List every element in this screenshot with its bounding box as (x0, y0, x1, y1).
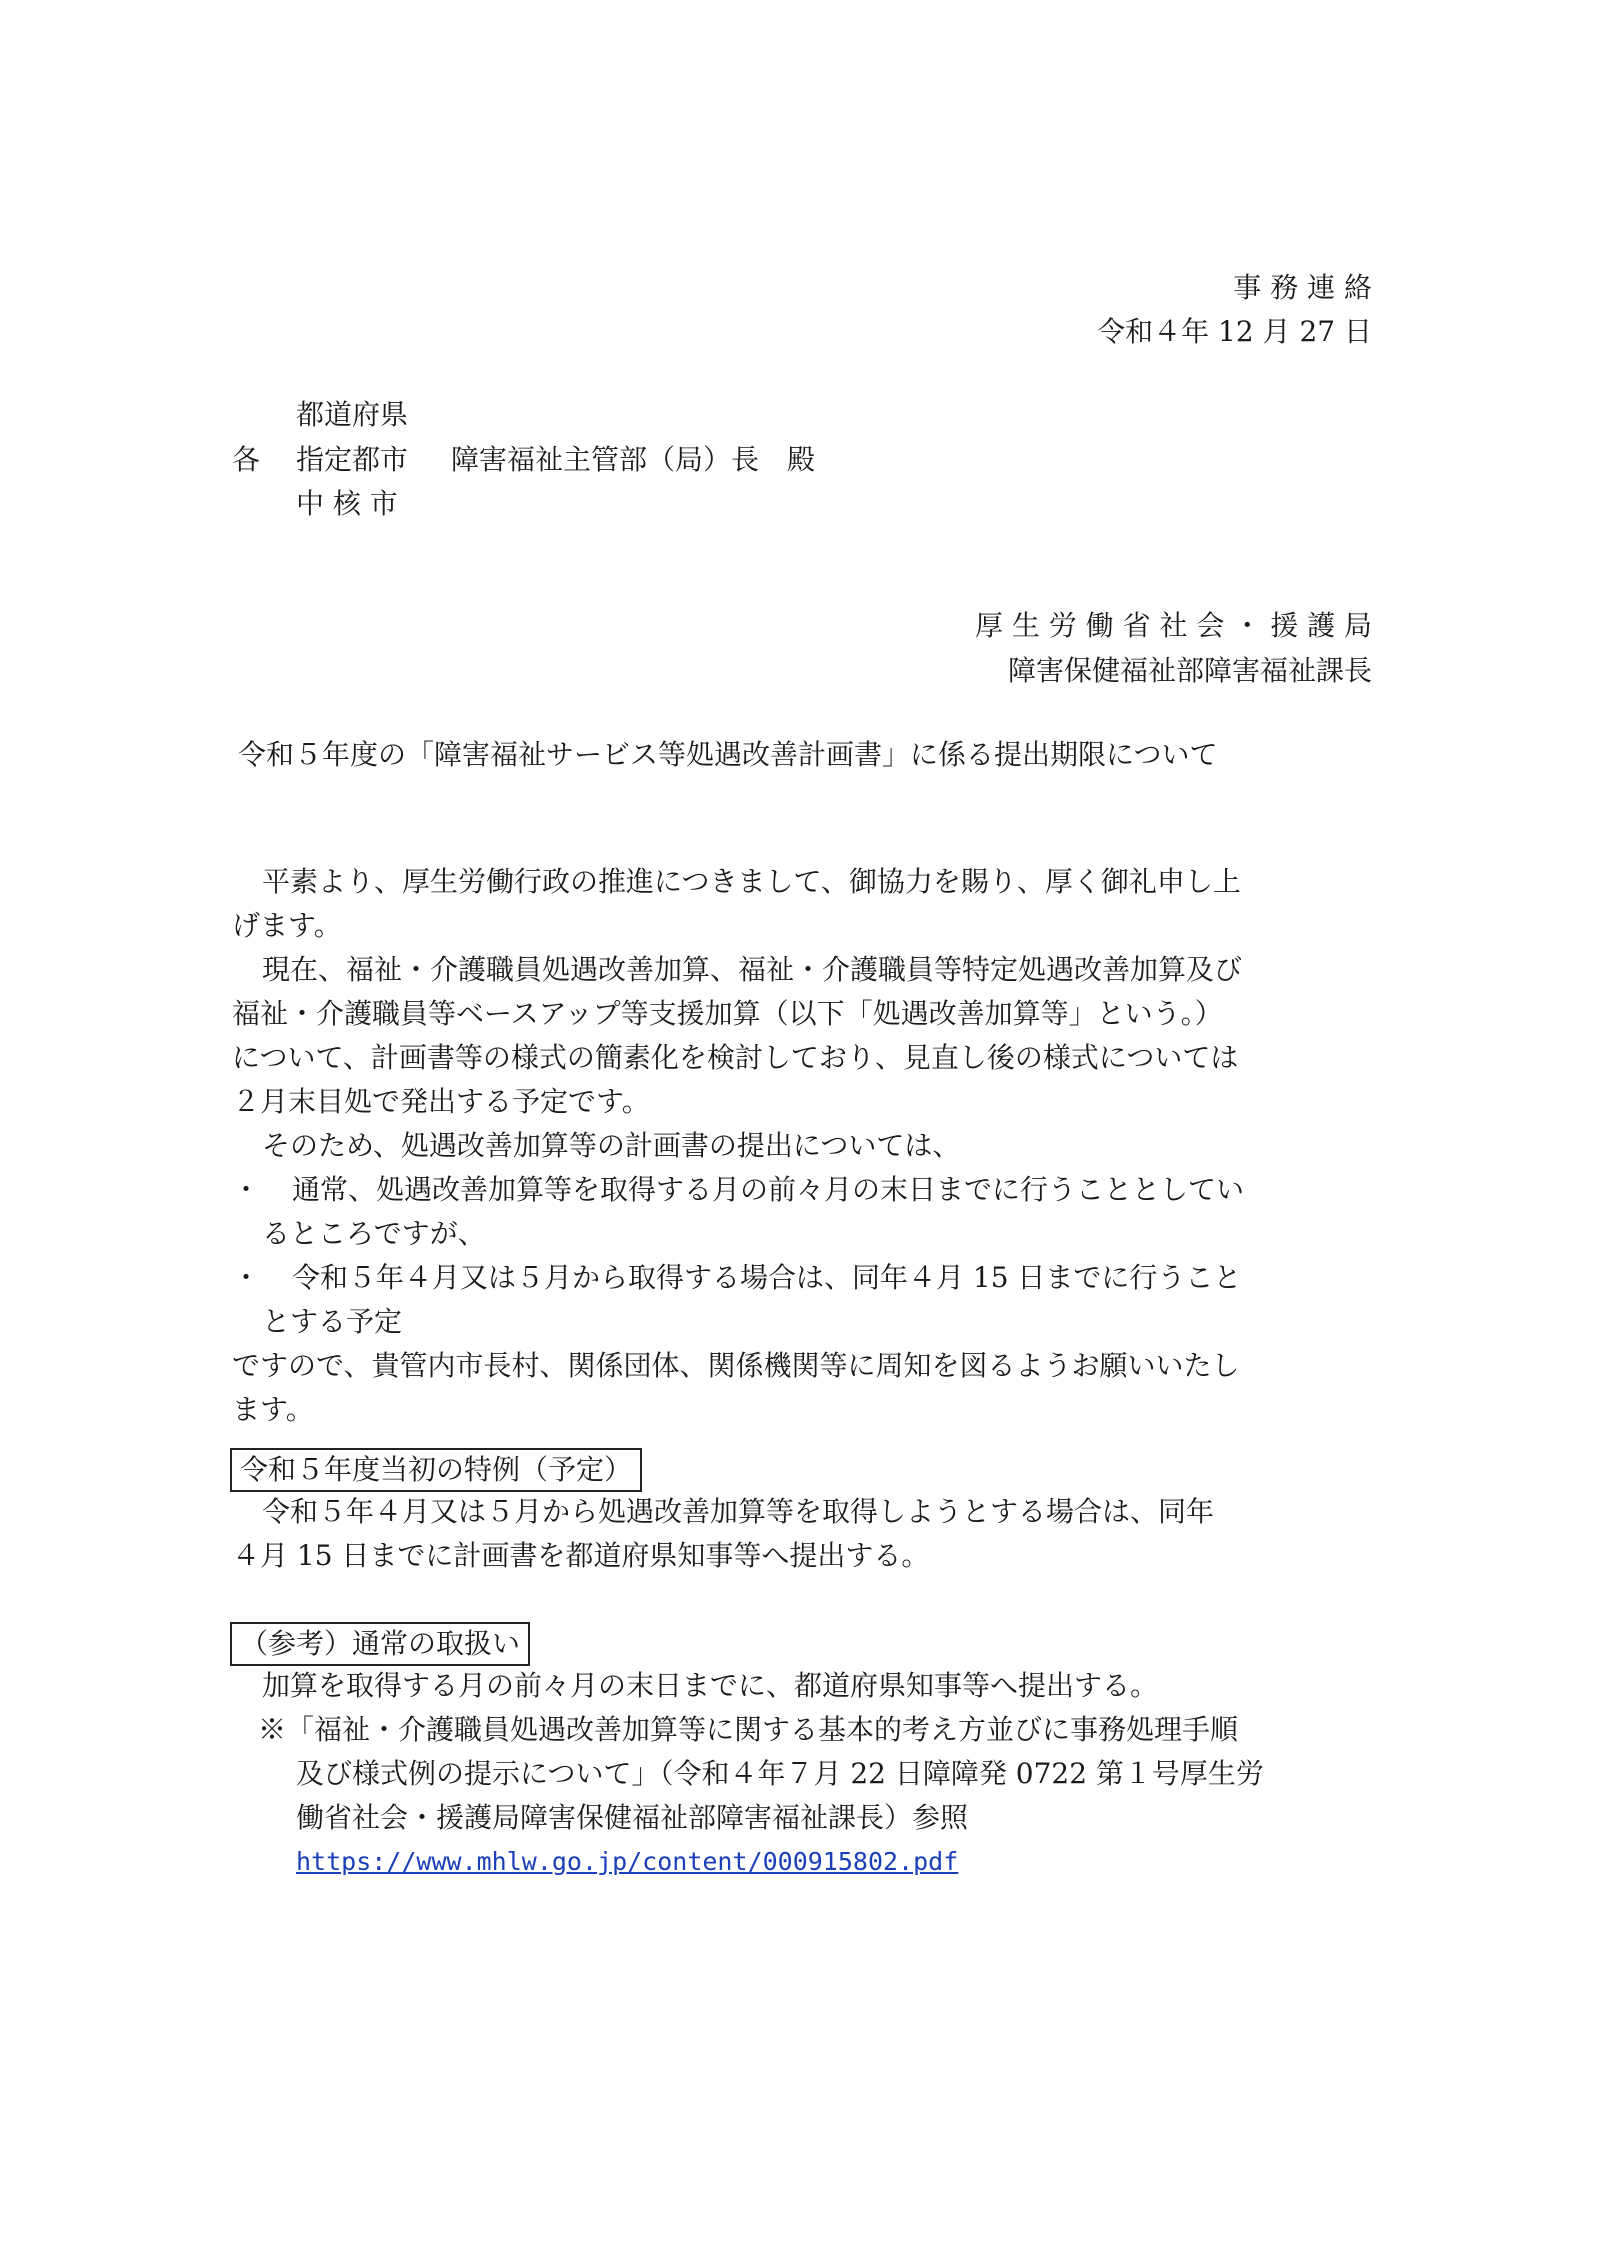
body-text: ２月末目処で発出する予定です。 (232, 1085, 650, 1118)
body-text: 平素より、厚生労働行政の推進につきまして、御協力を賜り、厚く御礼申し上 (262, 865, 1241, 898)
body-text: 福祉・介護職員等ベースアップ等支援加算（以下「処遇改善加算等」という。） (232, 997, 1223, 1030)
bullet-item: 令和５年４月又は５月から取得する場合は、同年４月 15 日までに行うこと (292, 1261, 1242, 1294)
addressee-line-prefecture: 都道府県 (296, 398, 409, 431)
bullet-item: るところですが、 (262, 1217, 486, 1250)
addressee-line-designated-city: 指定都市 (296, 443, 409, 476)
reference-heading: （参考）通常の取扱い (230, 1622, 530, 1666)
body-text: そのため、処遇改善加算等の計画書の提出については、 (262, 1129, 961, 1162)
reference-url-link[interactable]: https://www.mhlw.go.jp/content/000915802.pdf (296, 1847, 959, 1876)
special-case-text: 令和５年４月又は５月から処遇改善加算等を取得しようとする場合は、同年 (262, 1495, 1215, 1528)
body-text: ですので、貴管内市長村、関係団体、関係機関等に周知を図るようお願いいたし (232, 1349, 1240, 1382)
special-case-text: ４月 15 日までに計画書を都道府県知事等へ提出する。 (232, 1539, 930, 1572)
addressee-title: 障害福祉主管部（局）長 殿 (451, 443, 816, 476)
bullet-item: とする予定 (262, 1305, 403, 1338)
reference-note: 及び様式例の提示について」（令和４年７月 22 日障障発 0722 第１号厚生労 (296, 1757, 1264, 1790)
body-text: について、計画書等の様式の簡素化を検討しており、見直し後の様式については (232, 1041, 1239, 1074)
subject-title: 令和５年度の「障害福祉サービス等処遇改善計画書」に係る提出期限について (238, 738, 1218, 771)
addressee-prefix: 各 (232, 443, 261, 476)
document-type: 事 務 連 絡 (1233, 271, 1372, 304)
issue-date: 令和４年 12 月 27 日 (1097, 315, 1372, 348)
sender-division: 障害保健福祉部障害福祉課長 (1007, 654, 1372, 687)
addressee-line-core-city: 中 核 市 (296, 487, 398, 520)
reference-note: ※「福祉・介護職員処遇改善加算等に関する基本的考え方並びに事務処理手順 (258, 1713, 1239, 1746)
bullet-mark: ・ (232, 1173, 261, 1206)
bullet-item: 通常、処遇改善加算等を取得する月の前々月の末日までに行うこととしてい (292, 1173, 1245, 1206)
bullet-mark: ・ (232, 1261, 261, 1294)
special-case-heading: 令和５年度当初の特例（予定） (230, 1448, 642, 1492)
reference-note: 働省社会・援護局障害保健福祉部障害福祉課長）参照 (296, 1801, 969, 1834)
sender-bureau: 厚 生 労 働 省 社 会 ・ 援 護 局 (974, 609, 1372, 642)
reference-text: 加算を取得する月の前々月の末日までに、都道府県知事等へ提出する。 (262, 1669, 1159, 1702)
body-text: げます。 (232, 909, 342, 942)
body-text: 現在、福祉・介護職員処遇改善加算、福祉・介護職員等特定処遇改善加算及び (262, 953, 1243, 986)
body-text: ます。 (232, 1393, 314, 1426)
